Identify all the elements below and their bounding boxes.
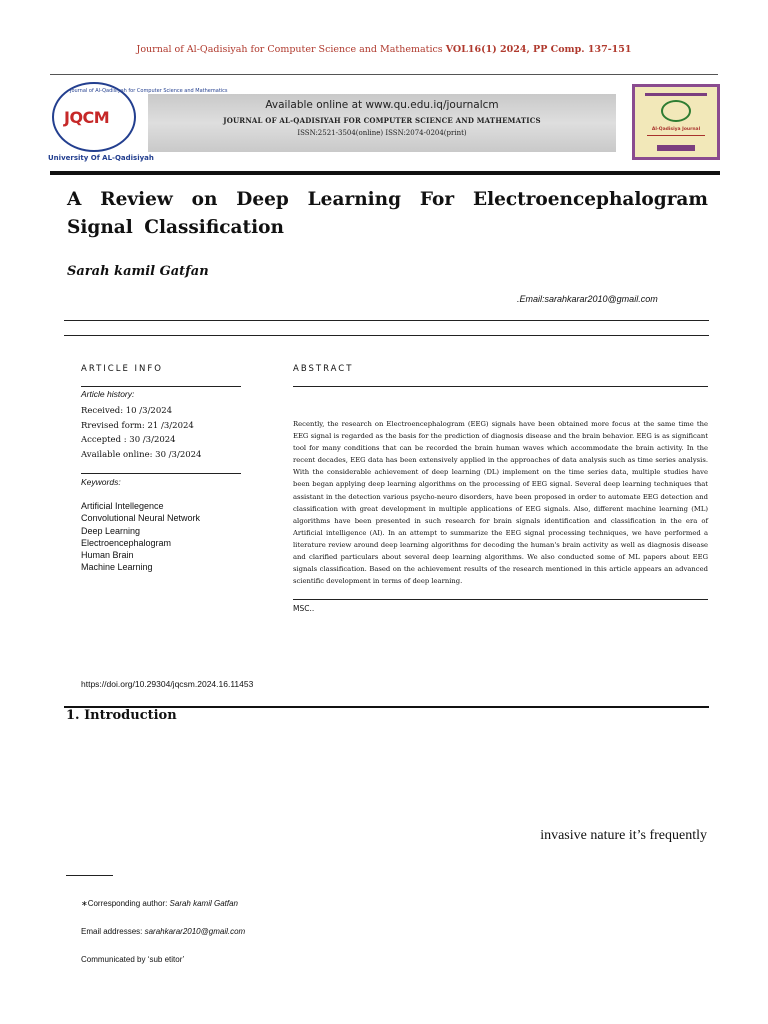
banner-thick-rule [50,171,720,175]
keyword-item: Artificial Intellegence [81,501,164,511]
author-email: .Email:sarahkarar2010@gmail.com [517,294,658,304]
footnote-corresponding [81,899,238,908]
available-date: Available online: 30 /3/2024 [81,449,202,460]
keywords-rule [81,473,241,474]
footnote-email [81,927,245,936]
section-heading-introduction: 1. Introduction [66,708,177,723]
available-online: Available online at www.qu.edu.iq/journalcm [265,99,499,111]
divider-rule-1 [64,320,709,321]
cover-seal-icon [661,100,691,122]
jqcm-logo [48,82,228,166]
keyword-item: Convolutional Neural Network [81,513,201,524]
abstract-heading: ABSTRACT [293,364,354,374]
accepted-date: Accepted : 30 /3/2024 [81,435,176,445]
keywords-label: Keywords: [81,477,121,487]
corresponding-label: ∗Corresponding author: [81,899,170,908]
email-value[interactable]: sarahkarar2010@gmail.com [144,927,246,936]
author-name: Sarah kamil Gatfan [67,264,209,279]
keywords-list [81,500,241,574]
article-info-rule [81,386,241,387]
paper-title: A Review on Deep Learning For Electroencephalogram Signal Classification [67,189,708,238]
university-name: University Of AL-Qadisiyah [48,154,154,162]
corresponding-name: Sarah kamil Gatfan [169,899,239,908]
issn-line: ISSN:2521-3504(online) ISSN:2074-0204(print) [297,129,467,137]
running-head [0,44,768,55]
journal-name: Journal of Al-Qadisiyah for Computer Science and Mathematics [136,44,443,55]
logo-arc-text: Journal of Al-Qadisiyah for Computer Science and Mathematics [70,88,228,94]
doi-link[interactable]: https://doi.org/10.29304/jqcsm.2024.16.11453 [81,679,254,689]
abstract-rule [293,386,708,387]
abstract-text: Recently, the research on Electroencephalogram (EEG) signals have been obtained more focus at the same time the EEG signal is regarded as the basis for the prediction of diagnosis disease and the brain behavior. EEG is as significant tool for many conditions that can be recorded the brain human waves which accommodate the brain activity. In the recent decades, EEG data has been extensively applied in the approaches of data analysis such as time series analysis. With the considerable achievement of deep learning (DL) implement on the time series data, multiple studies have been began applying deep learning algorithms on the processing of EEG signal. Several deep learning techniques that assistant in the detection various psycho-neuro disorders, have been proposed in order to automate EEG detection and classification with great development in multiple applications of EEG signals. Also, different machine learning (ML) algorithms have been presented in such research for brain signals identification and classification in the era of Artificial intelligence (AI). In an attempt to summarize the EEG signal processing techniques, we have performed a literature review around deep learning algorithms for decoding the human's brain activity as well as diagnosis disease and clarified particulars about several deep learning algorithms. We also conducted some of ML papers about EEG signals classification. Based on the achievement results of the research mentioned in this article appears an advanced scientific development in terms of deep learning. [293,420,708,586]
article-info-heading: ARTICLE INFO [81,364,163,374]
journal-caps-title: JOURNAL OF AL-QADISIYAH FOR COMPUTER SCIENCE AND MATHEMATICS [223,116,541,125]
body-text-fragment: invasive nature it’s frequently [540,828,707,843]
keyword-item: Deep Learning [81,525,141,536]
banner-info [148,94,616,152]
volume-info: VOL16(1) 2024, PP Comp. 137-151 [445,44,632,55]
received-date: Received: 10 /3/2024 [81,406,173,416]
abstract-end-rule [293,599,708,600]
keyword-item: Human Brain [81,550,134,561]
logo-text: JQCM [64,108,110,127]
email-label: Email addresses: [81,927,145,936]
history-list [81,404,241,462]
keyword-item: Electroencephalogram [81,537,172,548]
history-label: Article history: [81,389,135,399]
header-rule [50,74,718,75]
footnote-rule [66,875,113,876]
journal-banner [48,82,720,166]
keyword-item: Machine Learning [81,562,153,573]
divider-rule-2 [64,335,709,336]
article-info-column [81,364,241,574]
journal-cover-image [632,84,720,160]
revised-date: Rrevised form: 21 /3/2024 [81,420,194,431]
cover-title: Al-Qadisiya Journal [651,127,701,132]
footnote-communicated: Communicated by ‘sub etitor’ [81,955,185,964]
msc-code: MSC.. [293,604,315,614]
abstract-column [293,364,708,613]
